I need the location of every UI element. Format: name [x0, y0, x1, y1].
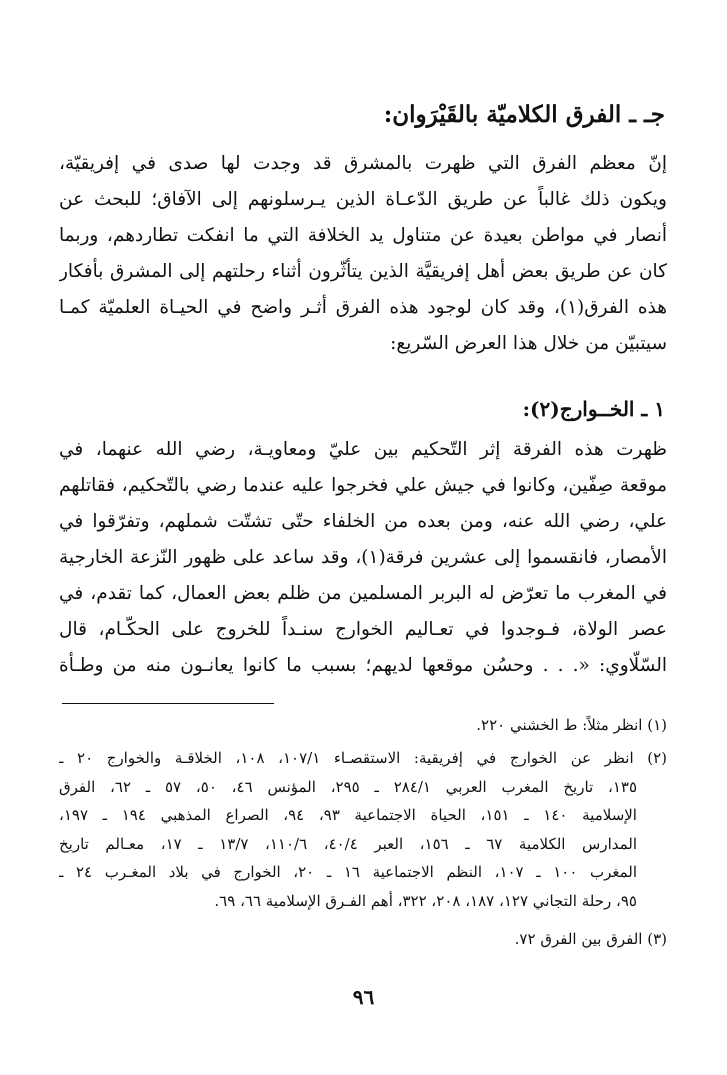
footnote-line: المغرب ١٠٠ ـ ١٠٧، النظم الاجتماعية ١٦ ـ ٢٠، الخوارج في بلاد المغـرب ٢٤ ـ: [59, 863, 638, 881]
footnote-line: (١) انظر مثلاً: ط الخشني ٢٢٠.: [476, 716, 667, 734]
footnote-1: [59, 711, 667, 740]
footnote-divider: [62, 703, 274, 704]
footnote-line: (٣) الفرق بين الفرق ٧٢.: [514, 930, 667, 948]
body-line: عصر الولاة، فـوجدوا في تعـاليم الخوارج سنـداً للخروج على الحكّـام، قال: [59, 619, 667, 640]
footnote-line: المدارس الكلامية ٦٧ ـ ١٥٦، العبر ٤٠/٤، ١١٠/٦، ١٣/٧ ـ ١٧، معـالم تاريخ: [59, 834, 638, 853]
khawarij-paragraph: [59, 432, 667, 684]
footnote-line: (٢) انظر عن الخوارج في إفريقية: الاستقصـاء ١٠٧/١، ١٠٨، الخلاقـة والخوارج ٢٠ ـ: [59, 749, 667, 767]
body-line: علي، رضي الله عنه، ومن بعده من الخلفاء حتّى تشتّت شملهم، وتفرّقوا في: [59, 511, 667, 532]
footnote-line: الإسلامية ١٤٠ ـ ١٥١، الحياة الاجتماعية ٩٣، ٩٤، الصراع المذهبي ١٩٤ ـ ١٩٧،: [59, 806, 637, 824]
intro-line: أنصار في مواطن بعيدة عن متناول يد الخلافة التي ما انفكت تطاردهم، وربما: [59, 225, 667, 246]
footnote-line: ٩٥، رحلة التجاني ١٢٧، ١٨٧، ٢٠٨، ٣٢٢، أهم الفـرق الإسلامية ٦٦، ٦٩.: [214, 891, 637, 910]
body-line: موقعة صِفّين، وكانوا في جيش علي فخرجوا عليه عندما رضي بالتّحكيم، فقاتلهم: [59, 475, 667, 496]
section-heading: جـ ـ الفرق الكلاميّة بالقَيْرَوان:: [383, 101, 665, 128]
body-line: الأمصار، فانقسموا إلى عشرين فرقة(١)، وقد ساعد على ظهور النّزعة الخارجية: [59, 547, 667, 568]
intro-line: ويكون ذلك غالباً عن طريق الدّعـاة الذين يـرسلونهم إلى الآفاق؛ للبحث عن: [59, 189, 667, 210]
footnote-3: [59, 925, 667, 954]
body-line: السّلّاوي: «. . . وحسُن موقعها لديهم؛ بسبب ما كانوا يعانـون منه من وطـأة: [59, 655, 667, 676]
intro-paragraph: [59, 146, 667, 362]
intro-line: هذه الفرق(١)، وقد كان لوجود هذه الفرق أثـر واضح في الحيـاة العلميّة كمـا: [59, 297, 667, 318]
subsection-heading: ١ ـ الخــوارج(٢):: [522, 397, 665, 421]
intro-line: إنّ معظم الفرق التي ظهرت بالمشرق قد وجدت لها صدى في إفريقيّة،: [59, 153, 667, 174]
body-line: ظهرت هذه الفرقة إثر التّحكيم بين عليّ ومعاويـة، رضي الله عنهما، في: [59, 439, 667, 460]
intro-line: كان عن طريق بعض أهل إفريقيَّة الذين يتأثّرون أثناء رحلتهم إلى المشرق بأفكار: [59, 261, 667, 282]
intro-line: سيتبيّن من خلال هذا العرض السّريع:: [390, 333, 667, 354]
footnote-2: [59, 744, 667, 915]
body-line: في المغرب ما تعرّض له البربر المسلمين من ظلم بعض العمال، كما تقدم، في: [59, 583, 667, 604]
page-number: ٩٦: [352, 985, 375, 1009]
footnote-line: ١٣٥، تاريخ المغرب العربي ٢٨٤/١ ـ ٢٩٥، المؤنس ٤٦، ٥٠، ٥٧ ـ ٦٢، الفرق: [59, 777, 637, 796]
